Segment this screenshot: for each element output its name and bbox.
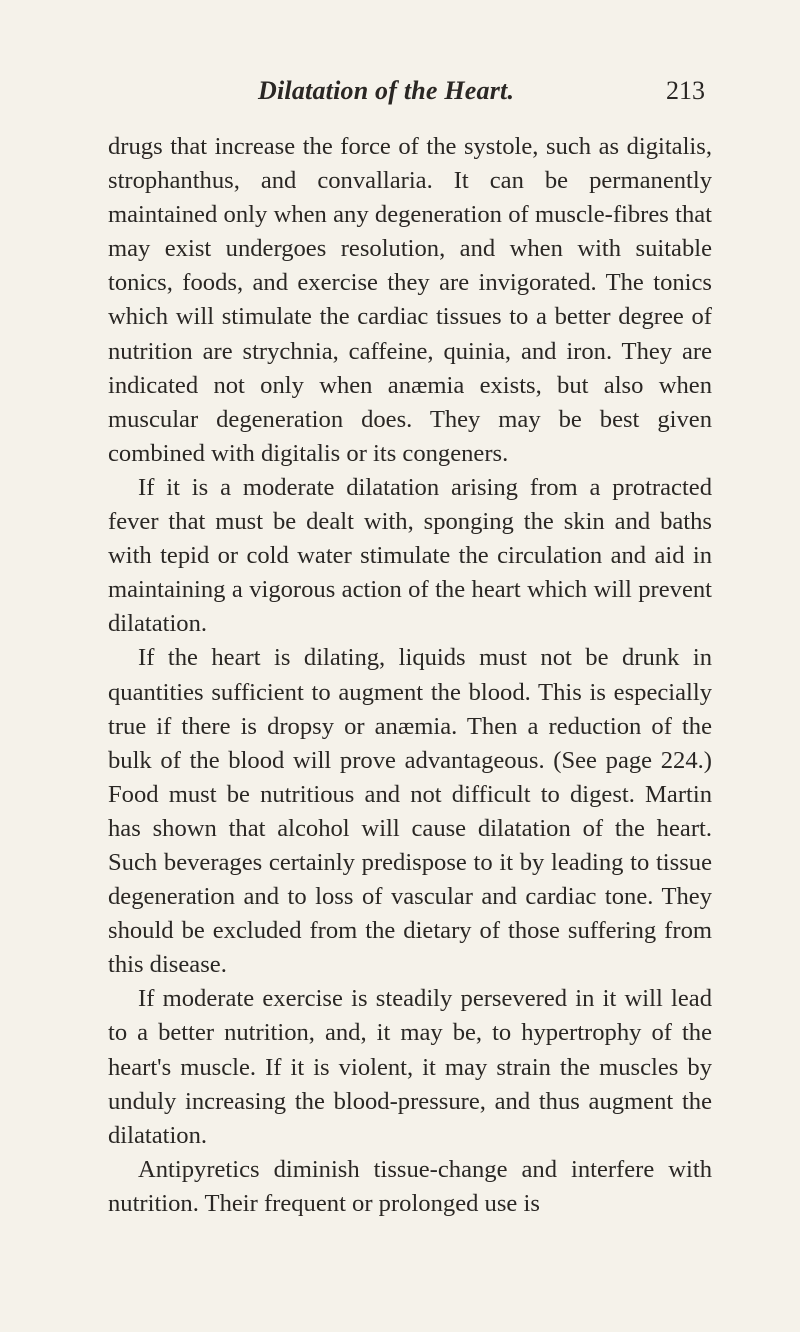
running-head — [0, 76, 800, 116]
page-number: 213 — [666, 76, 705, 105]
paragraph-fever: If it is a moderate dilatation arising from a protracted fever that must be dealt with, sponging the skin and baths with tepid or cold water stimulate the circulation and aid in maintaining a vigorous action of the heart which will prevent dilatation. — [108, 473, 712, 638]
paragraph-antipyretics: Antipyretics diminish tissue-change and interfere with nutrition. Their frequent or prolonged use is — [108, 1155, 712, 1217]
paragraph-continued: drugs that increase the force of the systole, such as digitalis, strophanthus, and convallaria. It can be permanently maintained only when any degeneration of muscle-fibres that may exist undergoes resolution, and when with suitable tonics, foods, and exercise they are invigorated. The tonics which will stimulate the cardiac tissues to a better degree of nutrition are strychnia, caffeine, quinia, and iron. They are indicated not only when anæmia exists, but also when muscular degeneration does. They may be best given combined with digitalis or its congeners. — [108, 133, 712, 467]
paragraph-liquids: If the heart is dilating, liquids must not be drunk in quantities sufficient to augment the blood. This is especially true if there is dropsy or anæmia. Then a reduction of the bulk of the blood will prove advantageous. (See page 224.) Food must be nutritious and not difficult to digest. Martin has shown that alcohol will cause dilatation of the heart. Such beverages certainly predispose to it by leading to tissue degeneration and to loss of vascular and cardiac tone. They should be excluded from the dietary of those suffering from this disease. — [108, 644, 712, 979]
running-title: Dilatation of the Heart. — [258, 76, 515, 105]
paragraph-exercise: If moderate exercise is steadily persevered in it will lead to a better nutrition, and, it may be, to hypertrophy of the heart's muscle. If it is violent, it may strain the muscles by unduly increasing the blood-pressure, and thus augment the dilatation. — [108, 985, 712, 1149]
body-text — [108, 130, 712, 1221]
